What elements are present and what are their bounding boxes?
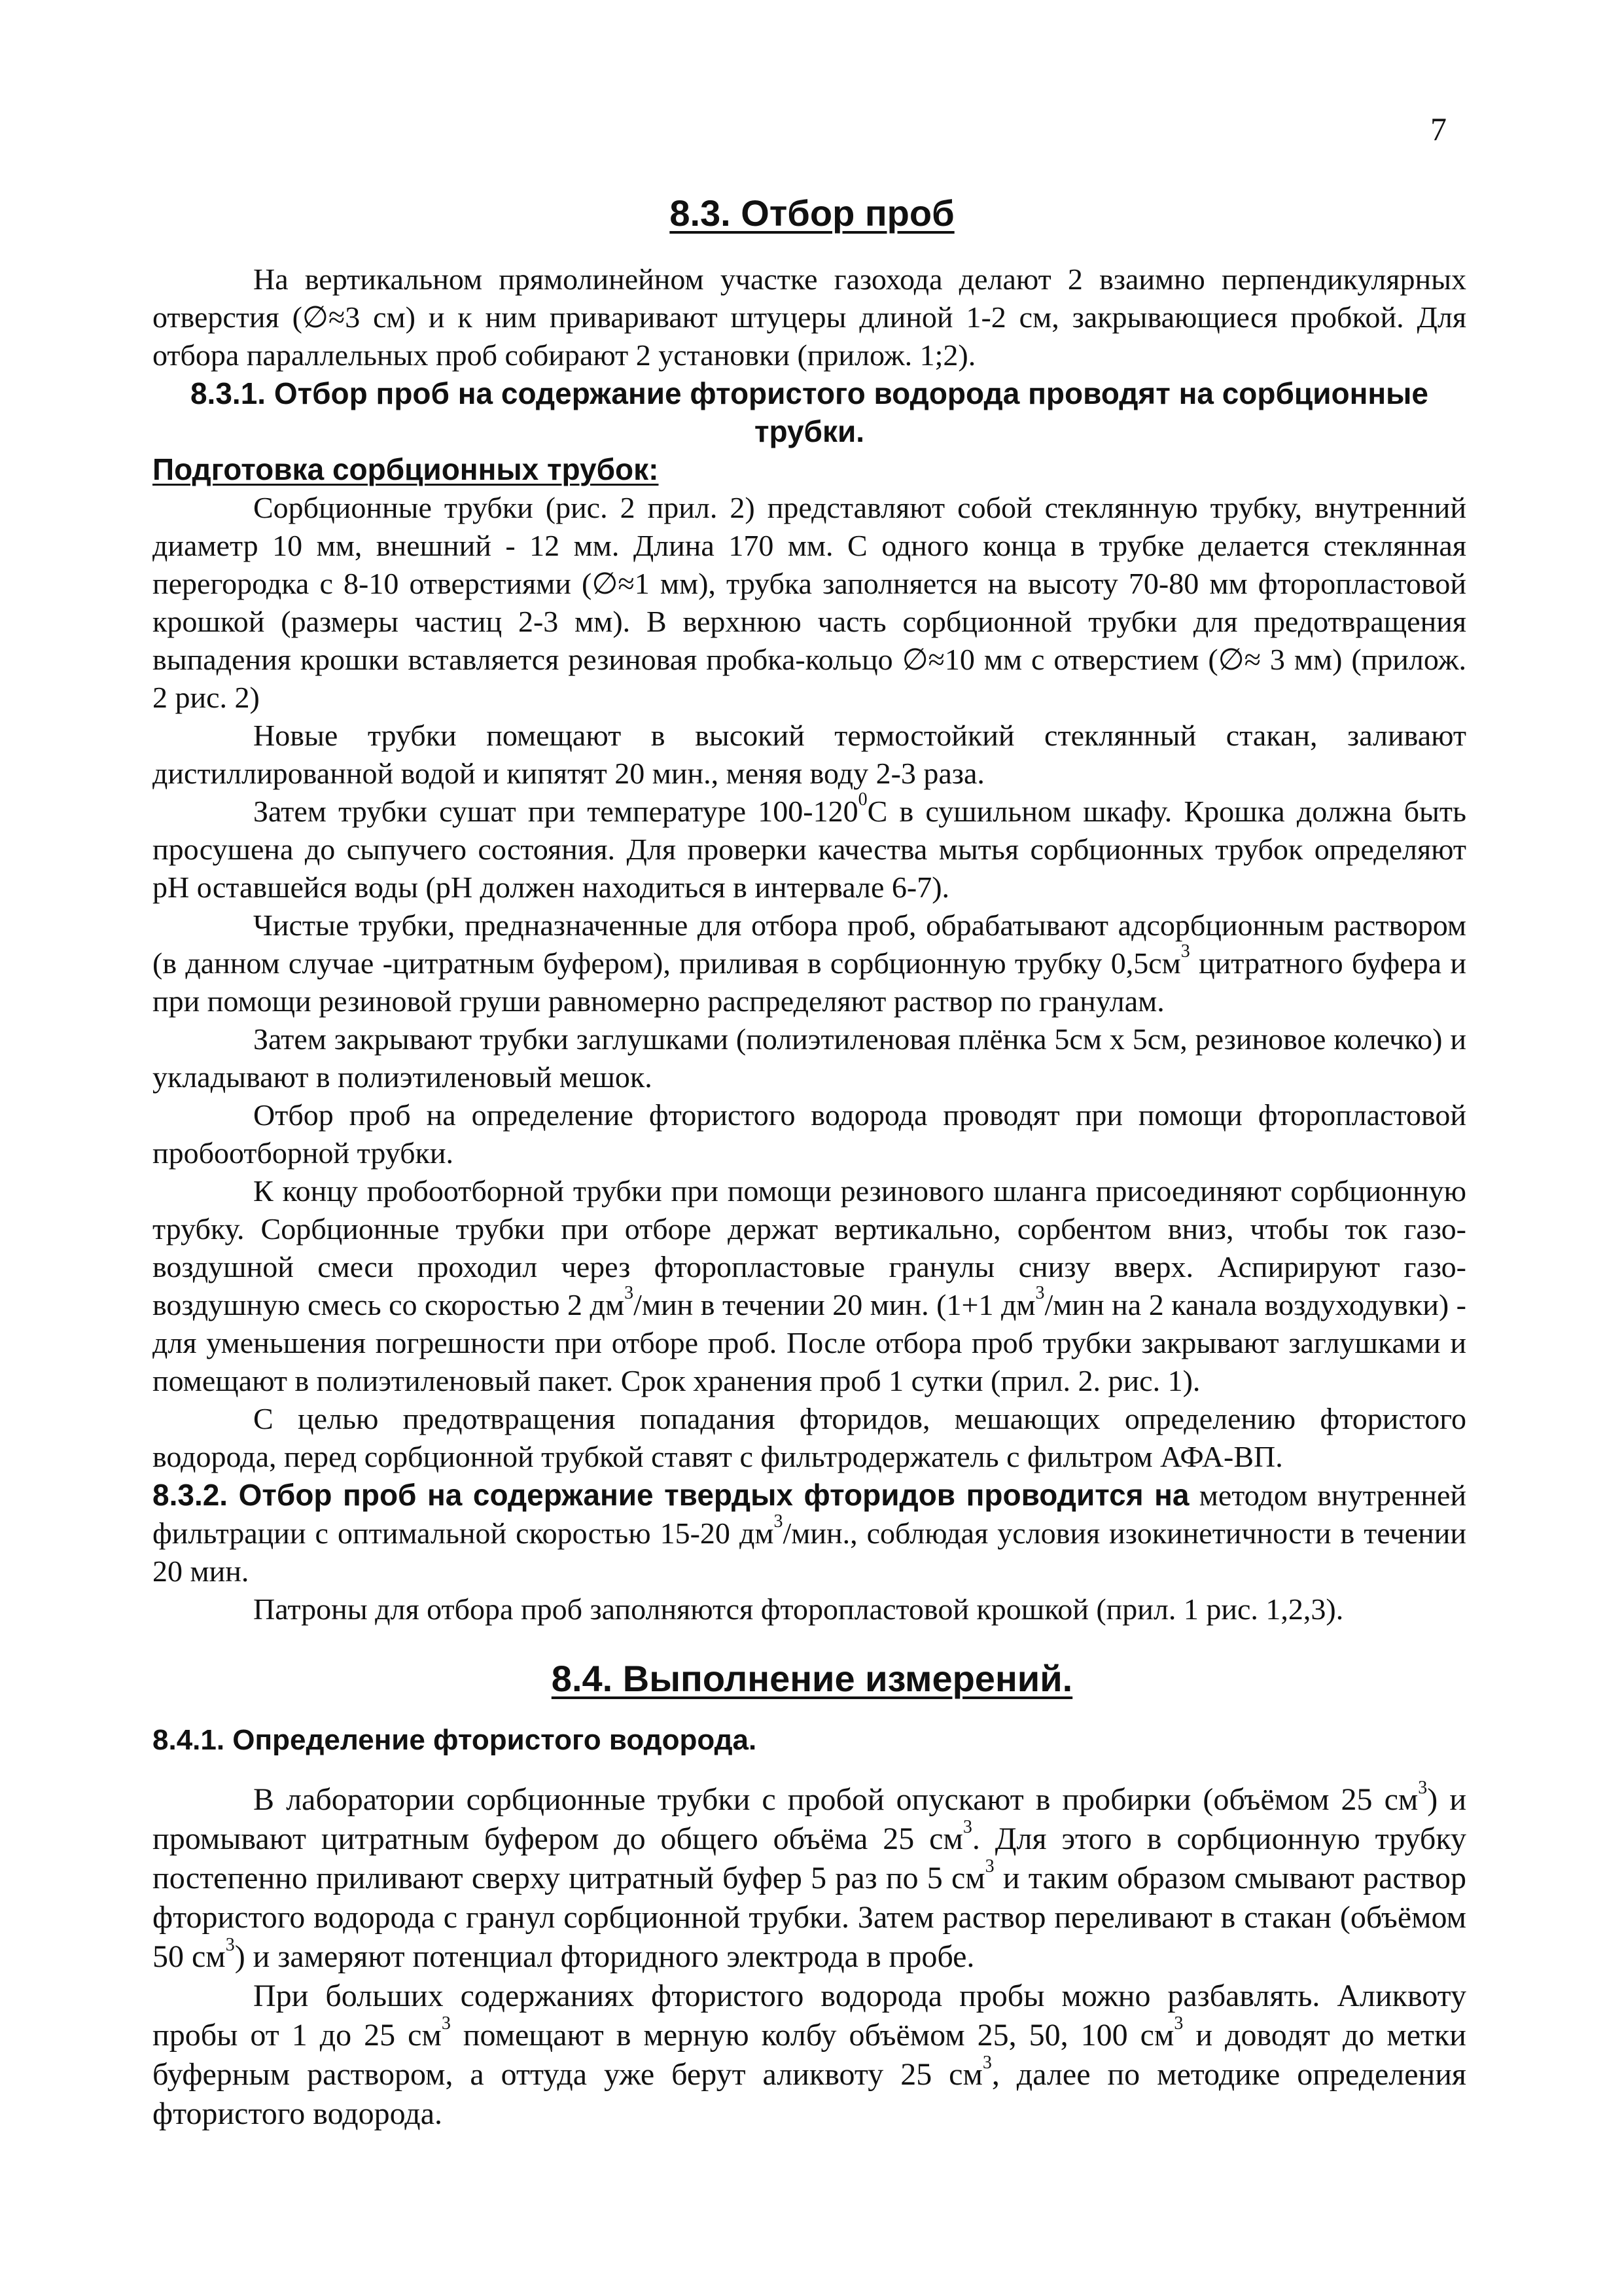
section-8-3-title: [0, 192, 1624, 234]
degree-superscript: 0: [858, 789, 868, 810]
section-8-3-title-text: 8.3. Отбор проб: [669, 192, 955, 234]
paragraph-dilution: [152, 1977, 1466, 2134]
paragraph-caps: Затем закрывают трубки заглушками (полиэтиленовая плёнка 5см х 5см, резиновое колечко) и укладывают в полиэтиленовый мешок.: [152, 1022, 1466, 1094]
section-8-3-body: [152, 260, 1466, 1628]
dm3-superscript-3: 3: [773, 1511, 783, 1532]
paragraph-cartridges: Патроны для отбора проб заполняются фторопластовой крошкой (прил. 1 рис. 1,2,3).: [253, 1592, 1344, 1626]
connection-text-c: /мин на 2 канала воздуходувки) - для уменьшения погрешности при отборе проб. После отбора проб трубки закрывают заглушками и помещают в полиэтиленовый пакет. Срок хранения проб 1 сутки (прил. 2. рис. 1).: [152, 1288, 1466, 1397]
clean-tubes-text-a: Чистые трубки, предназначенные для отбора проб, обрабатывают адсорбционным раствором (в данном случае -цитратным буфером), приливая в сорбционную трубку 0,5см: [152, 908, 1466, 980]
spacer: [152, 1759, 1466, 1780]
paragraph-new-tubes: Новые трубки помещают в высокий термостойкий стеклянный стакан, заливают дистиллированной водой и кипятят 20 мин., меняя воду 2-3 раза.: [152, 719, 1466, 790]
paragraph-filter: С целью предотвращения попадания фторидов, мешающих определению фтористого водорода, перед сорбционной трубкой ставят с фильтродержатель с фильтром АФА-ВП.: [152, 1402, 1466, 1473]
dm3-superscript-1: 3: [624, 1282, 634, 1303]
lab-text-a: В лаборатории сорбционные трубки с пробой опускают в пробирки (объёмом 25 см: [253, 1782, 1419, 1817]
dilution-text-c: и доводят до метки буферным раствором, а оттуда уже берут аликвоту 25 см: [152, 2018, 1466, 2092]
section-8-4-title: [0, 1657, 1624, 1700]
section-8-4-body: [152, 1721, 1466, 2134]
lab-text-e: ) и замеряют потенциал фторидного электрода в пробе.: [234, 1939, 975, 1974]
subsection-8-3-2-text-a: методом внутренней фильтрации с оптимальной скоростью 15-20 дм: [152, 1479, 1466, 1550]
paragraph-drying: [152, 789, 1467, 906]
paragraph-sampling-tube: Отбор проб на определение фтористого водорода проводят при помощи фторопластовой пробоотборной трубки.: [152, 1098, 1466, 1170]
page-number: 7: [1430, 111, 1447, 147]
subsection-8-3-1-heading: 8.3.1. Отбор проб на содержание фтористого водорода проводят на сорбционные трубки.: [190, 376, 1429, 448]
lab-text-c: . Для этого в сорбционную трубку постепенно приливают сверху цитратный буфер 5 раз по 5 см: [152, 1821, 1466, 1895]
clean-tubes-text-b: цитратного буфера и при помощи резиновой груши равномерно распределяют раствор по гранулам.: [152, 946, 1466, 1018]
drying-text-b: С в сушильном шкафу. Крошка должна быть просушена до сыпучего состояния. Для проверки качества мытья сорбционных трубок определяют pH оставшейся воды (pH должен находиться в интервале 6-7).: [152, 795, 1467, 904]
connection-text-b: /мин в течении 20 мин. (1+1 дм: [633, 1288, 1036, 1321]
paragraph-tube-description: Сорбционные трубки (рис. 2 прил. 2) представляют собой стеклянную трубку, внутренний диаметр 10 мм, внешний - 12 мм. Длина 170 мм. С одного конца в трубке делается стеклянная перегородка с 8-10 отверстиями (∅≈1 мм), трубка заполняется на высоту 70-80 мм фторопластовой крошкой (размеры частиц 2-3 мм). В верхнюю часть сорбционной трубки для предотвращения выпадения крошки вставляется резиновая пробка-кольцо ∅≈10 мм с отверстием (∅≈ 3 мм) (прилож. 2 рис. 2): [152, 491, 1466, 714]
cm3-superscript: 3: [1180, 941, 1190, 961]
cm3-superscript-6: 3: [1174, 2013, 1184, 2034]
cm3-superscript-5: 3: [441, 2013, 451, 2034]
drying-text-a: Затем трубки сушат при температуре 100-120: [253, 795, 858, 828]
section-8-4-title-text: 8.4. Выполнение измерений.: [551, 1658, 1073, 1699]
subsection-8-4-1-heading: 8.4.1. Определение фтористого водорода.: [152, 1724, 757, 1756]
subsection-8-3-2: [152, 1476, 1466, 1590]
dm3-superscript-2: 3: [1035, 1282, 1045, 1303]
paragraph-clean-tubes: [152, 906, 1466, 1020]
connection-text-a: К концу пробоотборной трубки при помощи резинового шланга присоединяют сорбционную трубку. Сорбционные трубки при отборе держат вертикально, сорбентом вниз, чтобы ток газо-воздушной смеси проходил через фторопластовые гранулы снизу вверх. Аспирируют газо-воздушную смесь со скоростью 2 дм: [152, 1174, 1466, 1321]
subsection-8-3-2-heading: 8.3.2. Отбор проб на содержание твердых фторидов проводится на: [152, 1478, 1190, 1512]
paragraph-connection: [152, 1172, 1466, 1400]
dilution-text-a: При больших содержаниях фтористого водорода пробы можно разбавлять. Аликвоту пробы от 1 до 25 см: [152, 1979, 1466, 2053]
section-8-3-intro: На вертикальном прямолинейном участке газохода делают 2 взаимно перпендикулярных отверстия (∅≈3 см) и к ним приваривают штуцеры длиной 1-2 см, закрывающиеся пробкой. Для отбора параллельных проб собирают 2 установки (прилож. 1;2).: [152, 262, 1466, 372]
cm3-superscript-4: 3: [225, 1934, 235, 1955]
prep-heading: Подготовка сорбционных трубок:: [152, 452, 659, 486]
cm3-superscript-1: 3: [1418, 1777, 1428, 1798]
cm3-superscript-2: 3: [962, 1816, 972, 1837]
dilution-text-b: помещают в мерную колбу объёмом 25, 50, 100 см: [450, 2018, 1174, 2053]
lab-text-b: ) и промывают цитратным буфером до общего объёма 25 см: [152, 1782, 1467, 1856]
paragraph-lab: [152, 1777, 1467, 1977]
cm3-superscript-3: 3: [985, 1856, 995, 1876]
dilution-text-d: , далее по методике определения фтористого водорода.: [152, 2057, 1467, 2131]
lab-text-d: и таким образом смывают раствор фтористого водорода с гранул сорбционной трубки. Затем раствор переливают в стакан (объёмом 50 см: [152, 1861, 1466, 1974]
cm3-superscript-7: 3: [982, 2052, 992, 2073]
subsection-8-3-2-text-b: /мин., соблюдая условия изокинетичности в течении 20 мин.: [152, 1516, 1466, 1588]
prep-heading-line: [152, 450, 1466, 489]
